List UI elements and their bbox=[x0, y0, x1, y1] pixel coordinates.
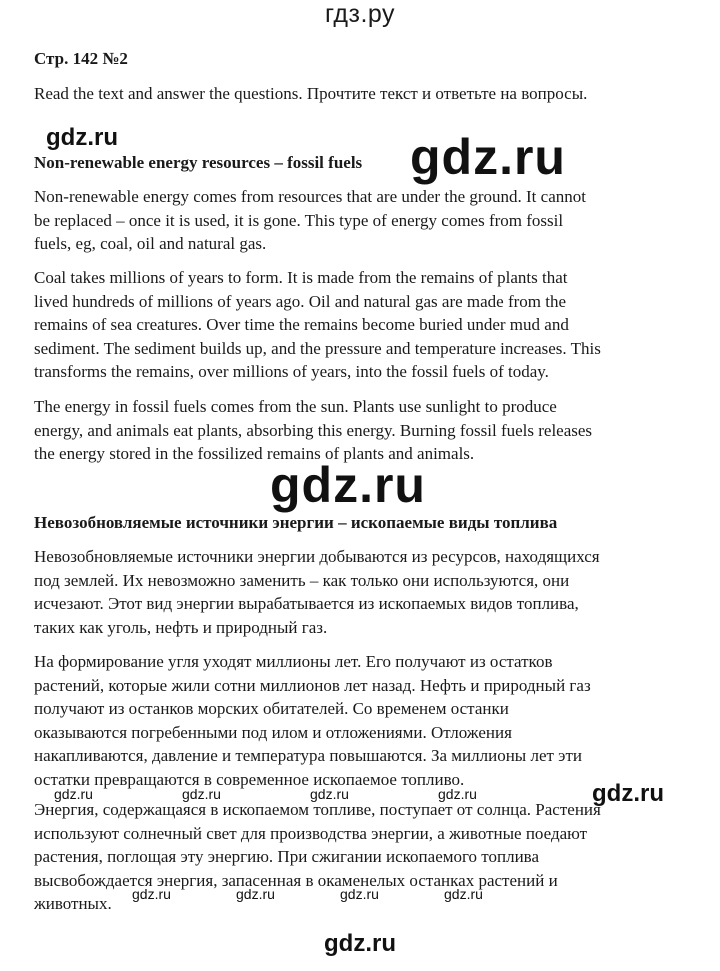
text-line: растения, поглощая эту энергию. При сжигании ископаемого топлива bbox=[34, 847, 540, 866]
text-line: остатки превращаются в современное ископаемое топливо. bbox=[34, 769, 465, 789]
watermark: gdz.ru bbox=[182, 786, 221, 802]
watermark: gdz.ru bbox=[236, 886, 275, 902]
text-line: Энергия, содержащаяся в ископаемом топливе, поступает от солнца. Растения bbox=[34, 800, 601, 819]
watermark: gdz.ru bbox=[444, 886, 483, 902]
text-line: Невозобновляемые источники энергии добываются из ресурсов, находящихся bbox=[34, 547, 600, 566]
watermark: gdz.ru bbox=[270, 457, 426, 513]
site-header-title: гдз.ру bbox=[324, 0, 396, 28]
english-paragraph-3 bbox=[34, 395, 694, 466]
text-line: fuels, eg, coal, oil and natural gas. bbox=[34, 234, 267, 253]
text-line: sediment. The sediment builds up, and the pressure and temperature increases. This bbox=[34, 338, 601, 358]
english-paragraph-1 bbox=[34, 185, 694, 256]
english-heading: Non-renewable energy resources – fossil fuels bbox=[34, 153, 363, 172]
text-line: используют солнечный свет для производства энергии, а животные поедают bbox=[34, 823, 588, 843]
russian-paragraph-2 bbox=[34, 650, 694, 791]
text-line: transforms the remains, over millions of years, into the fossil fuels of today. bbox=[34, 362, 549, 381]
text-line: исчезают. Этот вид энергии вырабатывается из ископаемых видов топлива, bbox=[34, 594, 579, 613]
text-line: под землей. Их невозможно заменить – как только они используются, они bbox=[34, 570, 570, 590]
text-line: растений, которые жили сотни миллионов лет назад. Нефть и природный газ bbox=[34, 675, 591, 695]
watermark: gdz.ru bbox=[410, 129, 566, 185]
watermark: gdz.ru bbox=[46, 124, 118, 151]
watermark: gdz.ru bbox=[592, 780, 664, 807]
russian-paragraph-1 bbox=[34, 545, 694, 639]
text-line: energy, and animals eat plants, absorbing this energy. Burning fossil fuels releases bbox=[34, 420, 593, 440]
text-line: таких как уголь, нефть и природный газ. bbox=[34, 617, 328, 637]
text-line: получают из останков морских обитателей. Со временем останки bbox=[34, 699, 509, 718]
english-paragraph-2 bbox=[34, 266, 694, 384]
text-line: remains of sea creatures. Over time the remains become buried under mud and bbox=[34, 315, 569, 334]
russian-heading: Невозобновляемые источники энергии – ископаемые виды топлива bbox=[34, 513, 558, 532]
watermark: gdz.ru bbox=[132, 886, 171, 902]
text-line: lived hundreds of millions of years ago. Oil and natural gas are made from the bbox=[34, 291, 567, 311]
text-line: Non-renewable energy comes from resources that are under the ground. It cannot bbox=[34, 187, 586, 206]
footer-watermark: gdz.ru bbox=[324, 930, 396, 957]
text-line: the energy stored in the fossilized remains of plants and animals. bbox=[34, 444, 475, 463]
task-instruction: Read the text and answer the questions. Прочтите текст и ответьте на вопросы. bbox=[34, 84, 588, 103]
watermark: gdz.ru bbox=[310, 786, 349, 802]
watermark: gdz.ru bbox=[438, 786, 477, 802]
text-line: накапливаются, давление и температура повышаются. За миллионы лет эти bbox=[34, 746, 583, 765]
text-line: животных. bbox=[34, 894, 112, 913]
watermark: gdz.ru bbox=[340, 886, 379, 902]
text-line: высвобождается энергия, запасенная в окаменелых останках растений и bbox=[34, 870, 558, 890]
text-line: be replaced – once it is used, it is gone. This type of energy comes from fossil bbox=[34, 210, 564, 230]
text-line: The energy in fossil fuels comes from the sun. Plants use sunlight to produce bbox=[34, 397, 557, 416]
text-line: оказываются погребенными под илом и отложениями. Отложения bbox=[34, 722, 512, 742]
text-line: Coal takes millions of years to form. It is made from the remains of plants that bbox=[34, 268, 568, 287]
page-number: Стр. 142 №2 bbox=[34, 49, 128, 68]
watermark: gdz.ru bbox=[54, 786, 93, 802]
text-line: На формирование угля уходят миллионы лет. Его получают из остатков bbox=[34, 652, 553, 671]
